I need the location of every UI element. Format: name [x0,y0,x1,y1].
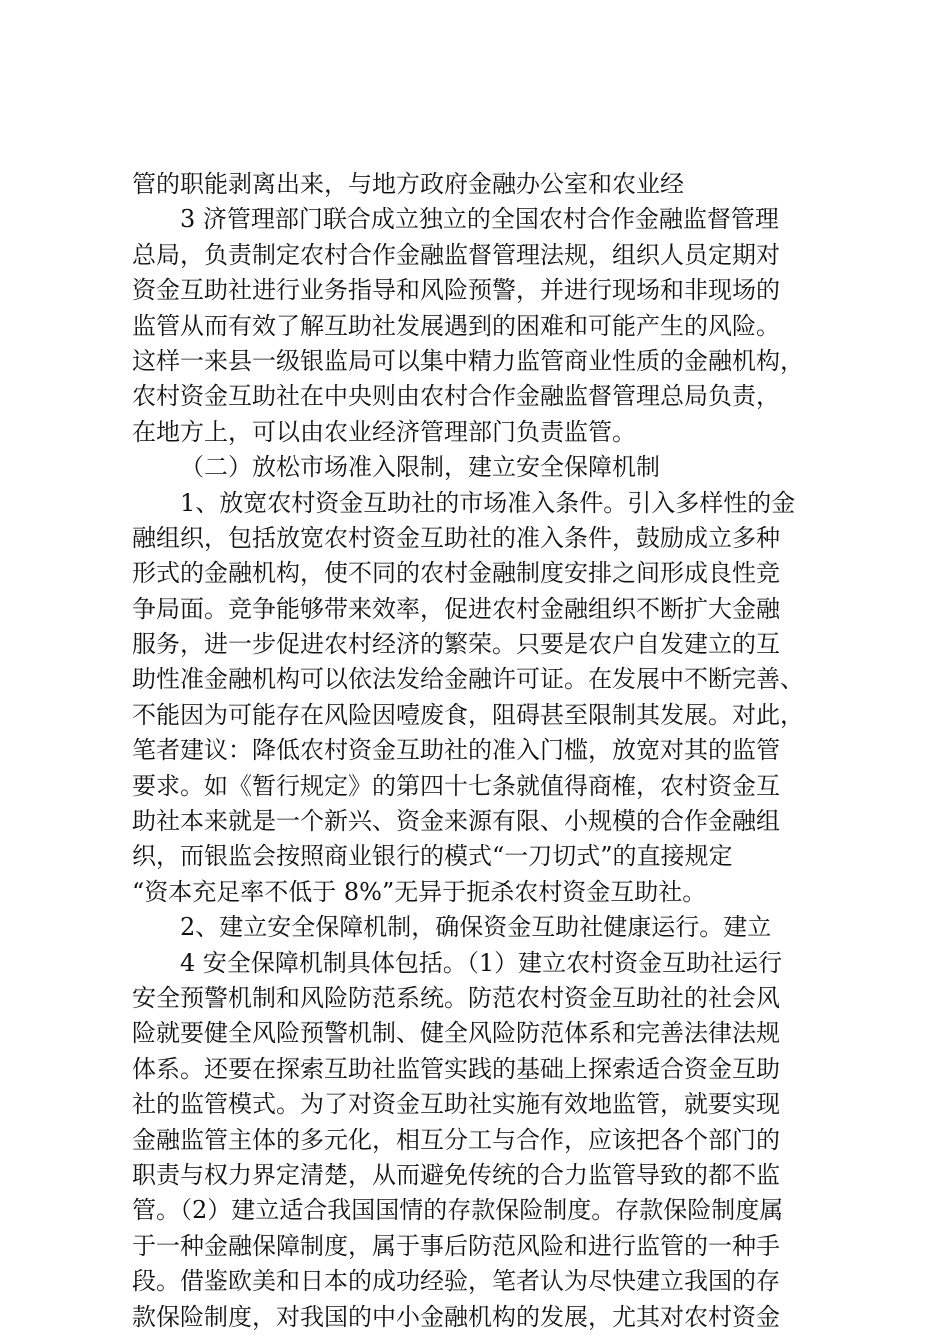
text-line: 形式的金融机构，使不同的农村金融制度安排之间形成良性竞 [132,559,780,588]
text-line: “资本充足率不低于 8%”无异于扼杀农村资金互助社。 [132,877,707,906]
text-line: 管。（2）建立适合我国国情的存款保险制度。存款保险制度属 [132,1196,784,1225]
text-line: 段。借鉴欧美和日本的成功经验，笔者认为尽快建立我国的存 [132,1267,780,1296]
text-line: 社的监管模式。为了对资金互助社实施有效地监管，就要实现 [132,1090,780,1119]
text-line: 争局面。竞争能够带来效率，促进农村金融组织不断扩大金融 [132,594,780,623]
text-line: 款保险制度，对我国的中小金融机构的发展，尤其对农村资金 [132,1302,780,1331]
text-line: 险就要健全风险预警机制、健全风险防范体系和完善法律法规 [132,1019,780,1048]
text-line: 服务，进一步促进农村经济的繁荣。只要是农户自发建立的互 [132,630,780,659]
text-line: 助社本来就是一个新兴、资金来源有限、小规模的合作金融组 [132,807,780,836]
text-line: 3 济管理部门联合成立独立的全国农村合作金融监督管理 [180,205,779,234]
text-line: 不能因为可能存在风险因噎废食，阻碍甚至限制其发展。对此， [132,700,804,729]
text-line: 总局，负责制定农村合作金融监督管理法规，组织人员定期对 [132,240,780,269]
text-line: 织，而银监会按照商业银行的模式“一刀切式”的直接规定 [132,842,733,871]
text-line: 于一种金融保障制度，属于事后防范风险和进行监管的一种手 [132,1231,780,1260]
text-line: 体系。还要在探索互助社监管实践的基础上探索适合资金互助 [132,1054,780,1083]
text-line: 资金互助社进行业务指导和风险预警，并进行现场和非现场的 [132,276,780,305]
text-line: 2、建立安全保障机制，确保资金互助社健康运行。建立 [180,913,772,942]
text-line: 在地方上，可以由农业经济管理部门负责监管。 [132,417,636,446]
text-line: 4 安全保障机制具体包括。（1）建立农村资金互助社运行 [180,948,783,977]
text-line: 1、放宽农村资金互助社的市场准入条件。引入多样性的金 [180,488,796,517]
text-line: 笔者建议：降低农村资金互助社的准入门槛，放宽对其的监管 [132,736,780,765]
text-line: 融组织，包括放宽农村资金互助社的准入条件，鼓励成立多种 [132,523,780,552]
text-line: 这样一来县一级银监局可以集中精力监管商业性质的金融机构， [132,346,804,375]
text-line: 安全预警机制和风险防范系统。防范农村资金互助社的社会风 [132,983,780,1012]
text-line: 职责与权力界定清楚，从而避免传统的合力监管导致的都不监 [132,1160,780,1189]
text-line: 管的职能剥离出来，与地方政府金融办公室和农业经 [132,170,684,198]
text-line: 助性准金融机构可以依法发给金融许可证。在发展中不断完善、 [132,665,804,694]
body-text [132,167,852,1335]
text-line: 农村资金互助社在中央则由农村合作金融监督管理总局负责， [132,382,780,411]
text-line: 监管从而有效了解互助社发展遇到的困难和可能产生的风险。 [132,311,780,340]
text-line: 金融监管主体的多元化，相互分工与合作，应该把各个部门的 [132,1125,780,1154]
text-line: （二）放松市场准入限制，建立安全保障机制 [180,453,660,482]
text-line: 要求。如《暂行规定》的第四十七条就值得商榷，农村资金互 [132,771,780,800]
